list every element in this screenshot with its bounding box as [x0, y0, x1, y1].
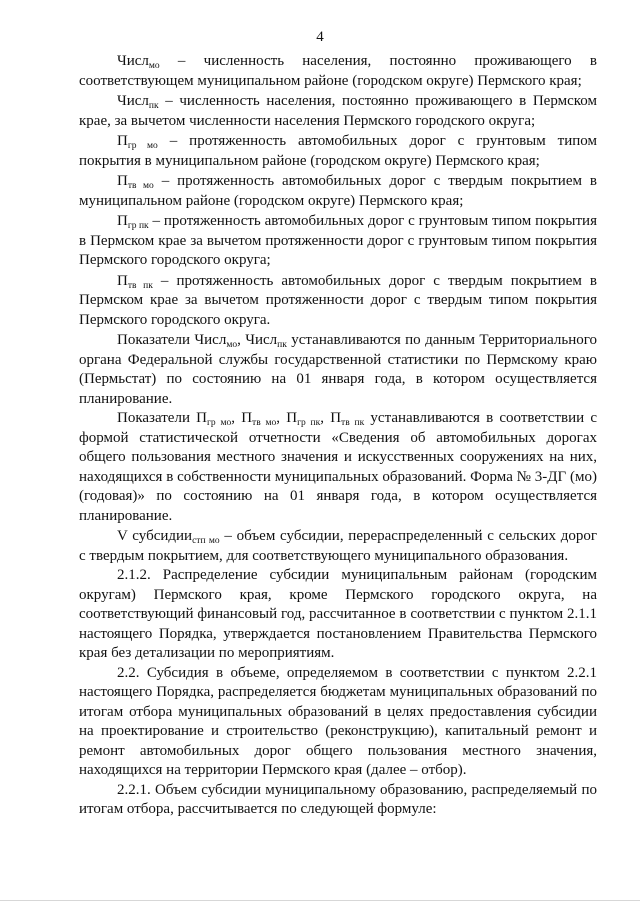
term: П — [117, 173, 128, 189]
clause-2-1-2: 2.1.2. Распределение субсидии муниципальным районам (городским округам) Пермского края, кроме Пермского городского округа, на соответствующий финансовый год, рассчитанное в соответствии с пунктом 2.1.1 настоящего Порядка, утверждается постановлением Правительства Пермского края без детализации по мероприятиям. — [79, 567, 597, 661]
indicator-subscript: пк — [277, 340, 287, 350]
term-subscript: тв мо — [127, 181, 154, 191]
definition-text: – протяженность автомобильных дорог с грунтовым типом покрытия в Пермском крае за вычетом протяженности дорог с грунтовым типом покрытия Пермского городского округа; — [79, 213, 597, 268]
indicator-text: , П — [276, 410, 298, 426]
term-subscript: стп мо — [192, 536, 220, 546]
indicators-roads-paragraph — [79, 409, 597, 526]
definition-text: – объем субсидии, перераспределенный с сельских дорог с твердым покрытием, для соответствующего муниципального образования. — [79, 528, 598, 564]
term-subscript: гр мо — [127, 141, 158, 151]
term: П — [117, 133, 128, 149]
definition-p-tv-pk — [79, 272, 597, 331]
indicators-population-paragraph — [79, 331, 597, 409]
indicator-subscript: гр пк — [297, 418, 321, 428]
clause-2-2-1: 2.2.1. Объем субсидии муниципальному образованию, распределяемый по итогам отбора, рассчитывается по следующей формуле: — [79, 781, 597, 817]
definition-text: – численность населения, постоянно проживающего в Пермском крае, за вычетом численности населения Пермского городского округа; — [79, 93, 597, 129]
indicator-subscript: мо — [226, 340, 238, 350]
indicator-text: Показатели П — [117, 410, 208, 426]
indicator-text: , П — [231, 410, 253, 426]
definition-chisl-mo — [79, 52, 597, 91]
definition-p-gr-pk — [79, 212, 597, 271]
paragraph-text: устанавливаются по данным Территориального органа Федеральной службы государственной статистики по Пермскому краю (Пермьстат) по состоянию на 01 января года, в котором осуществляется планирование. — [79, 332, 598, 407]
indicator-text: , Числ — [237, 332, 278, 348]
paragraph-text: устанавливаются в соответствии с формой статистической отчетности «Сведения об автомобильных дорогах общего пользования местного значения и искусственных сооружениях на них, находящихся в собственности муниципальных образований. Форма № 3-ДГ (мо) (годовая)» по состоянию на 01 января года, в котором осуществляется планирование. — [79, 410, 597, 524]
clause-2-2: 2.2. Субсидия в объеме, определяемом в соответствии с пунктом 2.2.1 настоящего Порядка, распределяется бюджетам муниципальных образований по итогам отбора муниципальных образований в целях предоставления субсидии на проектирование и строительство (реконструкцию), капитальный ремонт и ремонт автомобильных дорог общего пользования местного значения, находящихся на территории Пермского края (далее – отбор). — [79, 664, 597, 778]
term: V субсидии — [117, 528, 193, 544]
indicator-subscript: тв мо — [252, 418, 277, 428]
term: Числ — [117, 93, 149, 109]
definition-text: – протяженность автомобильных дорог с твердым покрытием в муниципальном районе (городском округе) Пермского края; — [79, 173, 597, 209]
page-number: 4 — [316, 29, 324, 45]
definition-p-gr-mo — [79, 132, 597, 171]
definition-p-tv-mo — [79, 172, 597, 211]
term: П — [117, 213, 128, 229]
indicator-text: , П — [320, 410, 342, 426]
term-subscript: мо — [148, 61, 160, 71]
term: Числ — [117, 53, 149, 69]
term: П — [117, 272, 128, 289]
definition-text: – протяженность автомобильных дорог с твердым покрытием в Пермском крае за вычетом протяженности дорог с твердым типом покрытия Пермского городского округа. — [79, 272, 597, 328]
definition-text: – протяженность автомобильных дорог с грунтовым типом покрытия в муниципальном районе (городском округе) Пермского края; — [79, 133, 597, 169]
definition-text: – численность населения, постоянно проживающего в соответствующем муниципальном районе (городском округе) Пермского края; — [79, 53, 597, 89]
indicator-subscript: тв пк — [341, 418, 365, 428]
document-body — [79, 52, 597, 820]
term-subscript: тв пк — [127, 280, 153, 291]
indicator-subscript: гр мо — [207, 418, 232, 428]
page-edge-divider — [0, 900, 640, 901]
term-subscript: пк — [148, 101, 159, 111]
subsidy-volume-definition — [79, 527, 597, 566]
definition-chisl-pk — [79, 92, 597, 131]
term-subscript: гр пк — [127, 221, 149, 231]
indicator-text: Показатели Числ — [117, 332, 227, 348]
